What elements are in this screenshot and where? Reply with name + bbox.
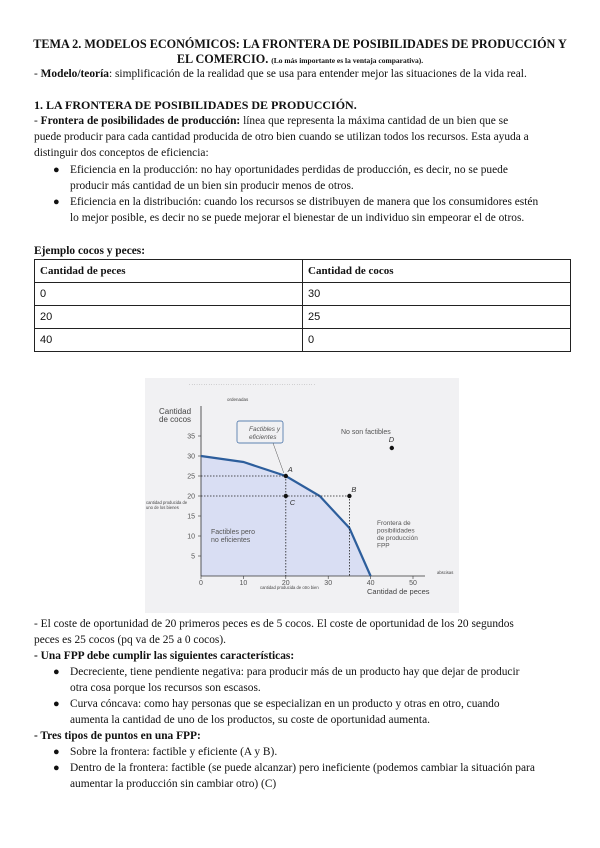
list-item-text: Decreciente, tiene pendiente negativa: para producir más de un producto hay que dejar de producir: [70, 666, 520, 678]
list-item-text: Curva cóncava: como hay personas que se especializan en un producto y otras en otro, cuando: [70, 698, 500, 710]
table-cell: 20: [35, 306, 303, 329]
section-heading: 1. LA FRONTERA DE POSIBILIDADES DE PRODUCCIÓN.: [34, 98, 357, 112]
title-line-1: TEMA 2. MODELOS ECONÓMICOS: LA FRONTERA DE POSIBILIDADES DE PRODUCCIÓN Y: [33, 37, 567, 51]
fpp-chart-figure: [145, 378, 459, 613]
title-line-2-text: EL COMERCIO.: [176, 52, 269, 66]
point-d: [390, 446, 394, 450]
bullet-icon: ●: [53, 698, 60, 710]
list-item-text: aumenta la cantidad de uno de los productos, su coste de oportunidad aumenta.: [70, 714, 430, 726]
y-tick-label: 5: [191, 553, 195, 561]
list-item: [34, 744, 574, 760]
model-label: Modelo/teoría: [40, 68, 109, 80]
annotation-text: de producción: [377, 535, 418, 542]
bullet-icon: ●: [53, 196, 60, 208]
point-types-heading: - Tres tipos de puntos en una FPP:: [34, 730, 201, 742]
axis-note: abscisas: [437, 570, 454, 575]
fpp-text-1: línea que representa la máxima cantidad de un bien que se: [240, 115, 509, 127]
bullet-icon: ●: [53, 164, 60, 176]
annotation-text: eficientes: [249, 434, 277, 441]
table-header-row: [35, 260, 571, 283]
model-text: : simplificación de la realidad que se usa para entender mejor las situaciones de la vida real.: [108, 68, 527, 80]
table-cell: 30: [303, 283, 571, 306]
list-item-text: otra cosa porque los recursos son escasos.: [70, 682, 261, 694]
annotation-text: no eficientes: [211, 537, 251, 544]
annotation-text: Factibles y: [249, 426, 281, 433]
x-axis-label: Cantidad de peces: [367, 587, 430, 596]
list-item-text: Eficiencia en la distribución: cuando los recursos se distribuyen de manera que los consumidores estén: [70, 196, 539, 208]
list-item-text: lo mejor posible, es decir no se puede mejorar el bienestar de un individuo sin empeorar el de otros.: [70, 212, 525, 224]
y-tick-label: 20: [187, 493, 195, 501]
table-cell: 0: [303, 329, 571, 352]
y-tick-label: 10: [187, 533, 195, 541]
table-row: [35, 329, 571, 352]
y-tick-label: 15: [187, 513, 195, 521]
top-axis-note: ordenadas: [227, 397, 249, 402]
axis-note: cantidad producida de: [146, 500, 188, 505]
example-heading: Ejemplo cocos y peces:: [34, 245, 146, 257]
fpp-definition-line-2: puede producir para cada cantidad producida de otro bien cuando se utilizan todos los recursos. Esta ayuda a: [34, 131, 529, 143]
axis-note: uno de los bienes: [146, 505, 179, 510]
axis-note: cantidad producida de otro bien: [260, 585, 319, 590]
document-title: [0, 37, 600, 68]
point-c: [284, 494, 288, 498]
list-item: [34, 162, 574, 194]
list-item: [34, 664, 574, 696]
x-tick-label: 50: [409, 580, 417, 587]
bullet-icon: ●: [53, 762, 60, 774]
list-item: [34, 760, 574, 792]
list-item-text: aumentar la producción sin cambiar otro) (C): [70, 778, 277, 790]
fpp-definition-line-1: - Frontera de posibilidades de producción: línea que representa la máxima cantidad de un bien que se: [34, 115, 509, 127]
table-header-cell: Cantidad de peces: [35, 260, 303, 283]
annotation-text: No son factibles: [341, 429, 391, 436]
y-axis-label-2: de cocos: [159, 415, 192, 424]
point-types-list: [34, 744, 574, 792]
fpp-properties-heading: - Una FPP debe cumplir las siguientes características:: [34, 650, 295, 662]
list-item-text: producir más cantidad de un bien sin producir menos de otros.: [70, 180, 354, 192]
point-label: A: [287, 465, 293, 474]
x-tick-label: 0: [199, 580, 203, 587]
opportunity-cost-line-1: - El coste de oportunidad de 20 primeros peces es de 5 cocos. El coste de oportunidad de los 20 segundos: [34, 618, 514, 630]
table-cell: 25: [303, 306, 571, 329]
point-label: C: [289, 498, 296, 507]
y-axis-label-1: Cantidad: [159, 407, 192, 416]
efficiency-list: [34, 162, 574, 226]
x-tick-label: 30: [324, 580, 333, 587]
opportunity-cost-line-2: peces es 25 cocos (pq va de 25 a 0 cocos).: [34, 634, 226, 646]
list-item: [34, 696, 574, 728]
point-b: [347, 494, 351, 498]
model-definition: - Modelo/teoría: simplificación de la realidad que se usa para entender mejor las situaciones de la vida real.: [34, 68, 527, 80]
point-a: [284, 474, 288, 478]
y-tick-label: 30: [187, 453, 195, 461]
y-tick-label: 35: [187, 433, 195, 441]
x-tick-label: 10: [239, 580, 248, 587]
annotation-text: Frontera de: [377, 520, 411, 527]
fpp-chart: [145, 378, 459, 613]
list-item: [34, 194, 574, 226]
list-item-text: Sobre la frontera: factible y eficiente (A y B).: [70, 746, 278, 758]
y-tick-label: 25: [187, 473, 195, 481]
annotation-text: posibilidades: [377, 527, 415, 535]
data-table: [34, 259, 571, 352]
table-cell: 0: [35, 283, 303, 306]
list-item-text: Eficiencia en la producción: no hay oportunidades perdidas de producción, es decir, no se puede: [70, 164, 508, 176]
bullet-icon: ●: [53, 746, 60, 758]
table-row: [35, 306, 571, 329]
x-tick-label: 40: [366, 580, 375, 587]
bullet-icon: ●: [53, 666, 60, 678]
x-tick-label: 20: [281, 580, 290, 587]
table-row: [35, 283, 571, 306]
title-note: (Lo más importante es la ventaja comparativa).: [271, 56, 424, 65]
annotation-text: FPP: [377, 542, 390, 550]
fpp-definition-line-3: distinguir dos conceptos de eficiencia:: [34, 147, 209, 159]
point-label: B: [351, 485, 357, 494]
chart-small-note: · · · · · · · · · · · · · · · · · · · · · · · · · · · · · · · · · · · · · · · · · · · · · · · · · · · ·: [189, 382, 315, 387]
point-label: D: [388, 435, 395, 444]
table-cell: 40: [35, 329, 303, 352]
table-header-cell: Cantidad de cocos: [303, 260, 571, 283]
fpp-properties-list: [34, 664, 574, 728]
list-item-text: Dentro de la frontera: factible (se puede alcanzar) pero ineficiente (podemos cambiar la situación para: [70, 762, 535, 774]
annotation-text: Factibles pero: [211, 529, 255, 536]
fpp-label: Frontera de posibilidades de producción:: [40, 115, 241, 127]
